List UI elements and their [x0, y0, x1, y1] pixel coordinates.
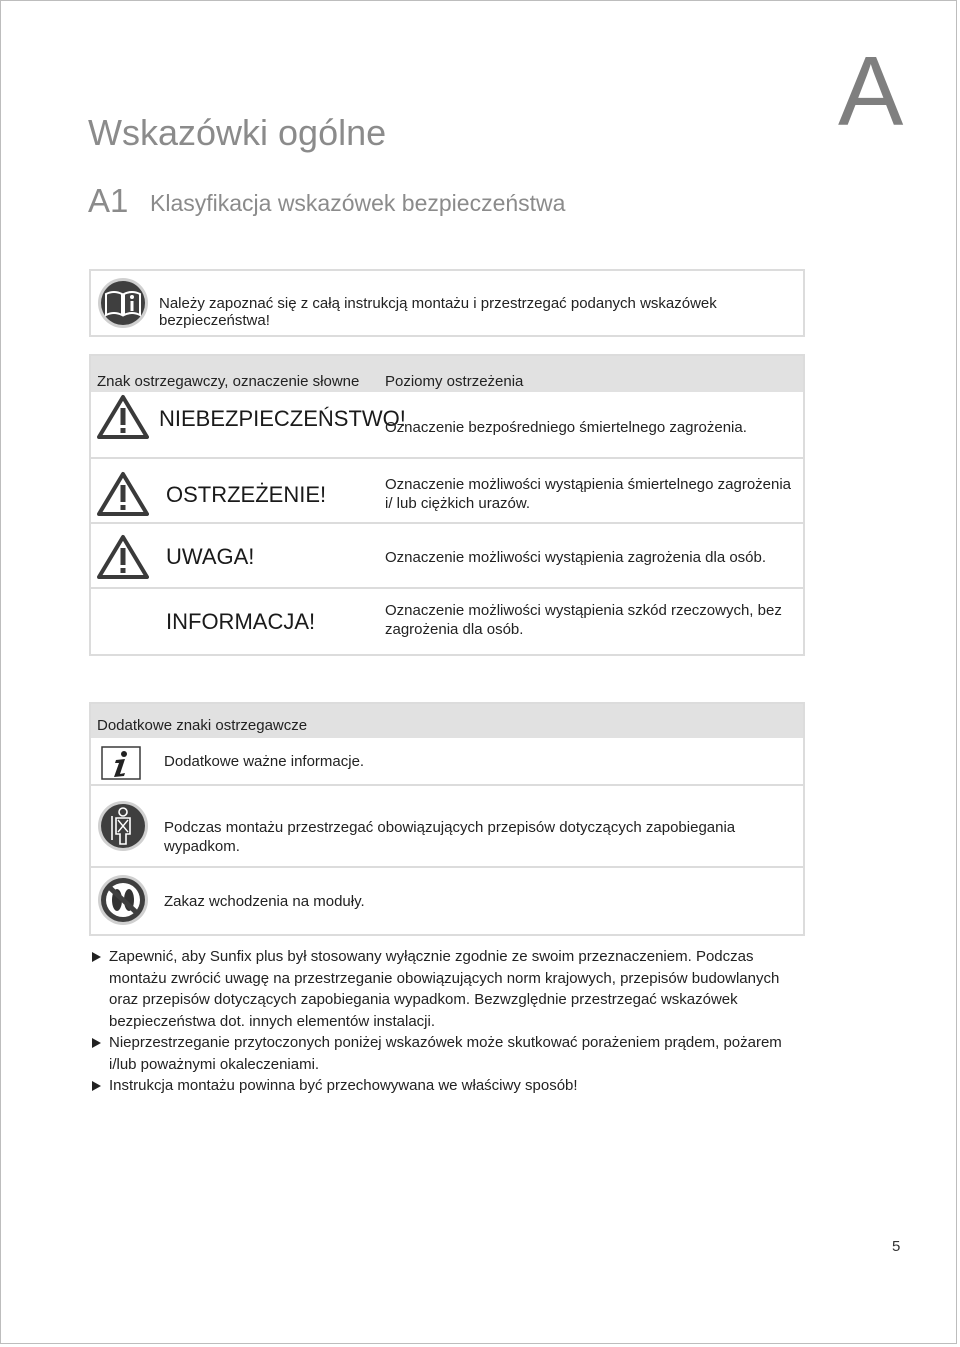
additional-signs-header: Dodatkowe znaki ostrzegawcze — [97, 717, 308, 734]
bullet-text: Zapewnić, aby Sunfix plus był stosowany wyłącznie zgodnie ze swoim przeznaczeniem. Podczas montażu zwrócić uwagę na przestrzeganie obowiązujących norm krajowych, przepisów budowlanych oraz przepisów dotyczących zapobiegania wypadkom. Bezwzględnie przestrzegać wskazówek bezpieczeństwa dot. innych elementów instalacji. — [109, 948, 780, 1030]
column-header-levels: Poziomy ostrzeżenia — [385, 373, 524, 390]
page-title: Wskazówki ogólne — [88, 112, 387, 153]
safety-harness-icon — [97, 800, 149, 857]
table-row — [91, 392, 803, 442]
table-row — [91, 587, 803, 654]
level-description: Oznaczenie możliwości wystąpienia szkód rzeczowych, bez zagrożenia dla osób. — [385, 602, 782, 638]
signal-word: NIEBEZPIECZEŃSTWO! — [159, 406, 406, 431]
warning-levels-table — [89, 354, 805, 656]
sign-description: Dodatkowe ważne informacje. — [164, 753, 365, 770]
chapter-letter: A — [838, 36, 904, 146]
section-number: A1 — [88, 182, 129, 219]
bullet-text: Instrukcja montażu powinna być przechowywana we właściwy sposób! — [109, 1077, 578, 1094]
level-description: Oznaczenie możliwości wystąpienia zagrożenia dla osób. — [385, 549, 767, 566]
signal-word: OSTRZEŻENIE! — [166, 482, 327, 507]
info-i-icon — [101, 746, 141, 785]
bullet-triangle-icon — [92, 1038, 101, 1048]
column-header-sign: Znak ostrzegawczy, oznaczenie słowne — [97, 373, 360, 390]
warning-triangle-icon — [97, 394, 149, 445]
additional-signs-table — [89, 702, 805, 936]
table-row — [91, 784, 803, 866]
signal-word: INFORMACJA! — [166, 609, 316, 634]
list-item — [92, 1032, 812, 1075]
bullet-triangle-icon — [92, 1081, 101, 1091]
table-row — [91, 457, 803, 522]
read-manual-notice — [89, 269, 805, 337]
page-number: 5 — [892, 1238, 901, 1255]
sign-description: Podczas montażu przestrzegać obowiązujących przepisów dotyczących zapobiegania wypadkom. — [164, 819, 736, 855]
table-row — [91, 738, 803, 784]
bullet-text: Nieprzestrzeganie przytoczonych poniżej wskazówek może skutkować porażeniem prądem, pożarem i/lub poważnymi okaleczeniami. — [109, 1034, 782, 1073]
level-description: Oznaczenie możliwości wystąpienia śmiertelnego zagrożenia i/ lub ciężkich urazów. — [385, 476, 792, 512]
warning-triangle-icon — [97, 471, 149, 522]
safety-bullet-list — [92, 946, 812, 1097]
no-stepping-icon — [97, 874, 149, 931]
read-manual-icon — [97, 277, 149, 334]
table-header — [91, 704, 803, 738]
list-item — [92, 946, 812, 1032]
table-row — [91, 522, 803, 587]
level-description: Oznaczenie bezpośredniego śmiertelnego zagrożenia. — [385, 419, 747, 436]
table-header — [91, 356, 803, 392]
warning-triangle-icon — [97, 534, 149, 585]
table-row — [91, 866, 803, 934]
sign-description: Zakaz wchodzenia na moduły. — [164, 893, 365, 910]
section-title: Klasyfikacja wskazówek bezpieczeństwa — [150, 190, 566, 216]
list-item — [92, 1075, 812, 1097]
signal-word: UWAGA! — [166, 544, 255, 569]
bullet-triangle-icon — [92, 952, 101, 962]
notice-text: Należy zapoznać się z całą instrukcją montażu i przestrzegać podanych wskazówek bezpieczeństwa! — [159, 295, 717, 329]
